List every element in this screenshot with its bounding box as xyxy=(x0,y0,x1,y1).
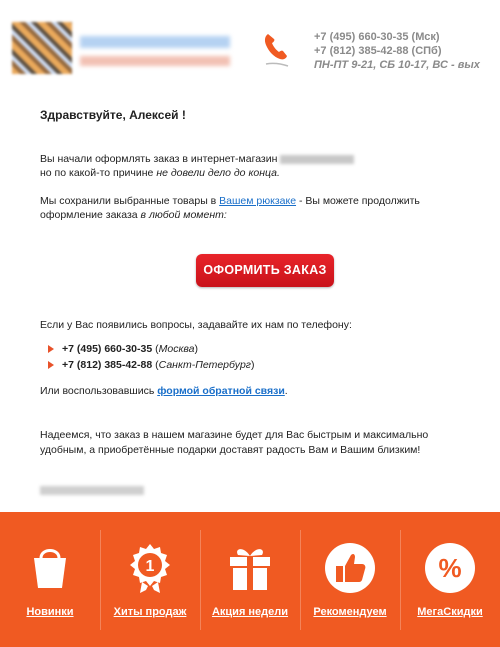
footer-item-mega-discounts[interactable] xyxy=(400,512,500,647)
working-hours: ПН-ПТ 9-21, СБ 10-17, ВС - вых xyxy=(314,59,480,71)
footer-label[interactable]: Акция недели xyxy=(211,606,289,618)
email-header xyxy=(0,0,500,100)
thumbs-up-icon xyxy=(324,542,376,594)
phone-number[interactable]: +7 (495) 660-30-35 xyxy=(62,343,153,355)
phone-number[interactable]: +7 (812) 385-42-88 xyxy=(62,359,153,371)
footer-label[interactable]: Рекомендуем xyxy=(313,606,387,618)
shopping-bag-icon xyxy=(24,542,76,594)
questions-text: Если у Вас появились вопросы, задавайте их нам по телефону: xyxy=(40,319,352,331)
footer-nav xyxy=(0,512,500,647)
list-item: +7 (495) 660-30-35 (Москва) xyxy=(48,342,470,356)
header-phone-spb[interactable]: +7 (812) 385-42-88 xyxy=(314,45,409,57)
store-name-blurred xyxy=(80,36,230,48)
footer-item-week-sale[interactable] xyxy=(200,512,300,647)
phone-icon xyxy=(262,30,292,70)
signature-blurred xyxy=(40,486,144,495)
footer-item-recommend[interactable] xyxy=(300,512,400,647)
percent-icon xyxy=(424,542,476,594)
header-phone-msk[interactable]: +7 (495) 660-30-35 xyxy=(314,31,409,43)
footer-label[interactable]: Хиты продаж xyxy=(113,606,187,618)
store-name-blurred-inline xyxy=(280,155,354,164)
backpack-paragraph: Мы сохранили выбранные товары в Вашем рюкзаке - Вы можете продолжить оформление заказа в любой момент: xyxy=(40,195,420,221)
header-contacts: +7 (495) 660-30-35 (Мск) +7 (812) 385-42-88 (СПб) ПН-ПТ 9-21, СБ 10-17, ВС - вых xyxy=(314,31,480,71)
percent-sign: % xyxy=(438,553,462,583)
phone-list xyxy=(48,342,470,372)
medal-icon xyxy=(124,542,176,594)
feedback-form-link[interactable]: формой обратной связи xyxy=(157,385,285,397)
medal-number: 1 xyxy=(145,558,155,575)
greeting: Здравствуйте, Алексей ! xyxy=(40,108,186,122)
contact-section xyxy=(40,318,470,398)
intro-paragraph: Вы начали оформлять заказ в интернет-магазин но по какой-то причине не довели дело до конца. xyxy=(40,152,470,180)
footer-label[interactable]: Новинки xyxy=(26,606,74,618)
gift-icon xyxy=(224,542,276,594)
list-item: +7 (812) 385-42-88 (Санкт-Петербург) xyxy=(48,358,470,372)
footer-label[interactable]: МегаСкидки xyxy=(417,606,483,618)
backpack-link[interactable]: Вашем рюкзаке xyxy=(219,195,297,207)
closing-text: Надеемся, что заказ в нашем магазине будет для Вас быстрым и максимально удобным, а приобретённые подарки доставят радость Вам и Вашим близким! xyxy=(40,429,429,456)
store-logo[interactable] xyxy=(12,22,72,74)
bullet-arrow-icon xyxy=(48,345,54,353)
footer-item-hits[interactable] xyxy=(100,512,200,647)
feedback-text: Или воспользовавшись формой обратной связи. xyxy=(40,385,288,397)
bullet-arrow-icon xyxy=(48,361,54,369)
store-tagline-blurred xyxy=(80,56,230,66)
place-order-button[interactable]: ОФОРМИТЬ ЗАКАЗ xyxy=(196,254,334,287)
footer-item-new[interactable] xyxy=(0,512,100,647)
email-body xyxy=(40,108,470,236)
